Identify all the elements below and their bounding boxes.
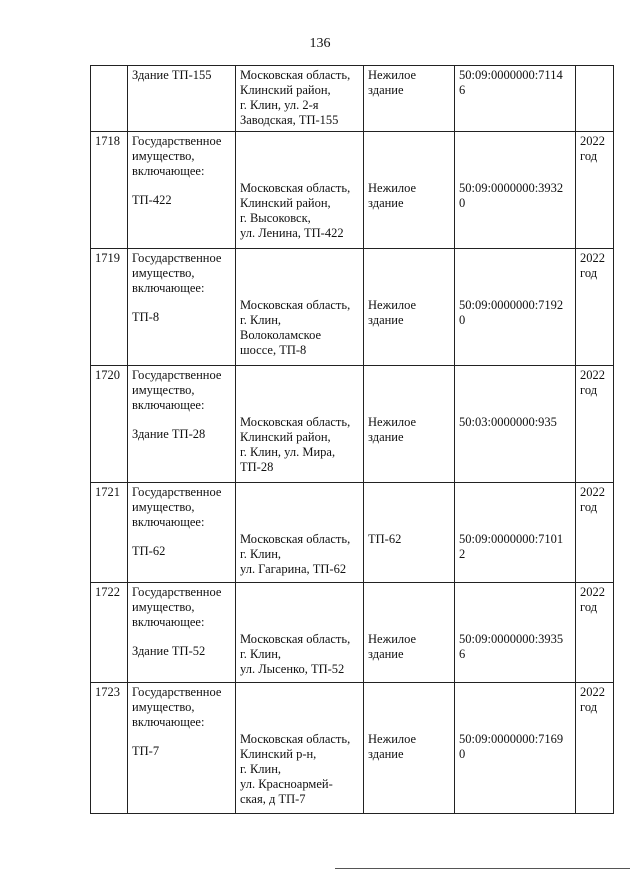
cadastral-number: 50:03:0000000:935 <box>459 415 557 429</box>
object-type: Нежилое здание <box>368 181 417 210</box>
cadastral-number: 50:09:0000000:3932 0 <box>459 181 564 210</box>
object-item-name: ТП-8 <box>132 310 160 324</box>
object-type: ТП-62 <box>368 532 402 546</box>
table-row <box>91 132 614 249</box>
cadastral-number: 50:09:0000000:7169 0 <box>459 732 564 761</box>
year-cell <box>576 583 614 683</box>
year-cell <box>576 483 614 583</box>
object-item-name: Здание ТП-155 <box>132 68 212 82</box>
cadastral-cell <box>455 66 576 132</box>
year-cell <box>576 132 614 249</box>
object-item-name: Здание ТП-28 <box>132 427 206 441</box>
year-value: 2022 год <box>580 251 605 280</box>
object-type: Нежилое здание <box>368 732 417 761</box>
cadastral-cell <box>455 366 576 483</box>
address-cell <box>236 683 364 814</box>
cadastral-cell <box>455 683 576 814</box>
object-address: Московская область, Клинский район, г. Клин, ул. 2-я Заводская, ТП-155 <box>240 68 351 127</box>
object-item-name: ТП-422 <box>132 193 172 207</box>
object-type: Нежилое здание <box>368 68 417 97</box>
year-value: 2022 год <box>580 485 605 514</box>
cadastral-cell <box>455 483 576 583</box>
object-name-cell <box>128 66 236 132</box>
object-item-name: Здание ТП-52 <box>132 644 206 658</box>
type-cell <box>364 132 455 249</box>
object-address: Московская область, г. Клин, ул. Лысенко, ТП-52 <box>240 632 351 676</box>
address-cell <box>236 483 364 583</box>
object-type: Нежилое здание <box>368 415 417 444</box>
type-cell <box>364 66 455 132</box>
cadastral-cell <box>455 583 576 683</box>
row-number: 1722 <box>91 583 128 683</box>
row-number: 1719 <box>91 249 128 366</box>
property-registry-table <box>90 65 614 814</box>
address-cell <box>236 583 364 683</box>
type-cell <box>364 249 455 366</box>
object-group-heading: Государственное имущество, включающее: <box>132 368 222 412</box>
page-number: 136 <box>309 36 331 51</box>
object-address: Московская область, г. Клин, Волоколамское шоссе, ТП-8 <box>240 298 351 357</box>
table-row <box>91 683 614 814</box>
object-address: Московская область, г. Клин, ул. Гагарина, ТП-62 <box>240 532 351 576</box>
table-row <box>91 483 614 583</box>
object-item-name: ТП-7 <box>132 744 160 758</box>
address-cell <box>236 132 364 249</box>
object-name-cell <box>128 132 236 249</box>
cadastral-number: 50:09:0000000:7192 0 <box>459 298 564 327</box>
address-cell <box>236 249 364 366</box>
address-cell <box>236 66 364 132</box>
object-name-cell <box>128 683 236 814</box>
object-item-name: ТП-62 <box>132 544 166 558</box>
row-number: 1720 <box>91 366 128 483</box>
object-group-heading: Государственное имущество, включающее: <box>132 685 222 729</box>
address-cell <box>236 366 364 483</box>
object-type: Нежилое здание <box>368 298 417 327</box>
year-value: 2022 год <box>580 368 605 397</box>
object-name-cell <box>128 583 236 683</box>
type-cell <box>364 683 455 814</box>
table-row <box>91 66 614 132</box>
row-number: 1723 <box>91 683 128 814</box>
object-address: Московская область, Клинский р-н, г. Клин, ул. Красноармей- ская, д ТП-7 <box>240 732 351 806</box>
object-type: Нежилое здание <box>368 632 417 661</box>
table-row <box>91 249 614 366</box>
footer-divider <box>335 868 630 869</box>
object-group-heading: Государственное имущество, включающее: <box>132 485 222 529</box>
object-group-heading: Государственное имущество, включающее: <box>132 251 222 295</box>
year-value: 2022 год <box>580 134 605 163</box>
year-cell <box>576 366 614 483</box>
object-group-heading: Государственное имущество, включающее: <box>132 585 222 629</box>
object-address: Московская область, Клинский район, г. Высоковск, ул. Ленина, ТП-422 <box>240 181 351 240</box>
table-row <box>91 366 614 483</box>
year-cell <box>576 66 614 132</box>
object-group-heading: Государственное имущество, включающее: <box>132 134 222 178</box>
cadastral-number: 50:09:0000000:7101 2 <box>459 532 564 561</box>
object-name-cell <box>128 249 236 366</box>
year-cell <box>576 249 614 366</box>
object-address: Московская область, Клинский район, г. Клин, ул. Мира, ТП-28 <box>240 415 351 474</box>
cadastral-cell <box>455 249 576 366</box>
year-value: 2022 год <box>580 685 605 714</box>
cadastral-number: 50:09:0000000:7114 6 <box>459 68 563 97</box>
row-number: 1721 <box>91 483 128 583</box>
year-value: 2022 год <box>580 585 605 614</box>
cadastral-cell <box>455 132 576 249</box>
object-name-cell <box>128 483 236 583</box>
object-name-cell <box>128 366 236 483</box>
row-number: 1718 <box>91 132 128 249</box>
table-row <box>91 583 614 683</box>
type-cell <box>364 483 455 583</box>
cadastral-number: 50:09:0000000:3935 6 <box>459 632 564 661</box>
row-number <box>91 66 128 132</box>
type-cell <box>364 366 455 483</box>
year-cell <box>576 683 614 814</box>
type-cell <box>364 583 455 683</box>
